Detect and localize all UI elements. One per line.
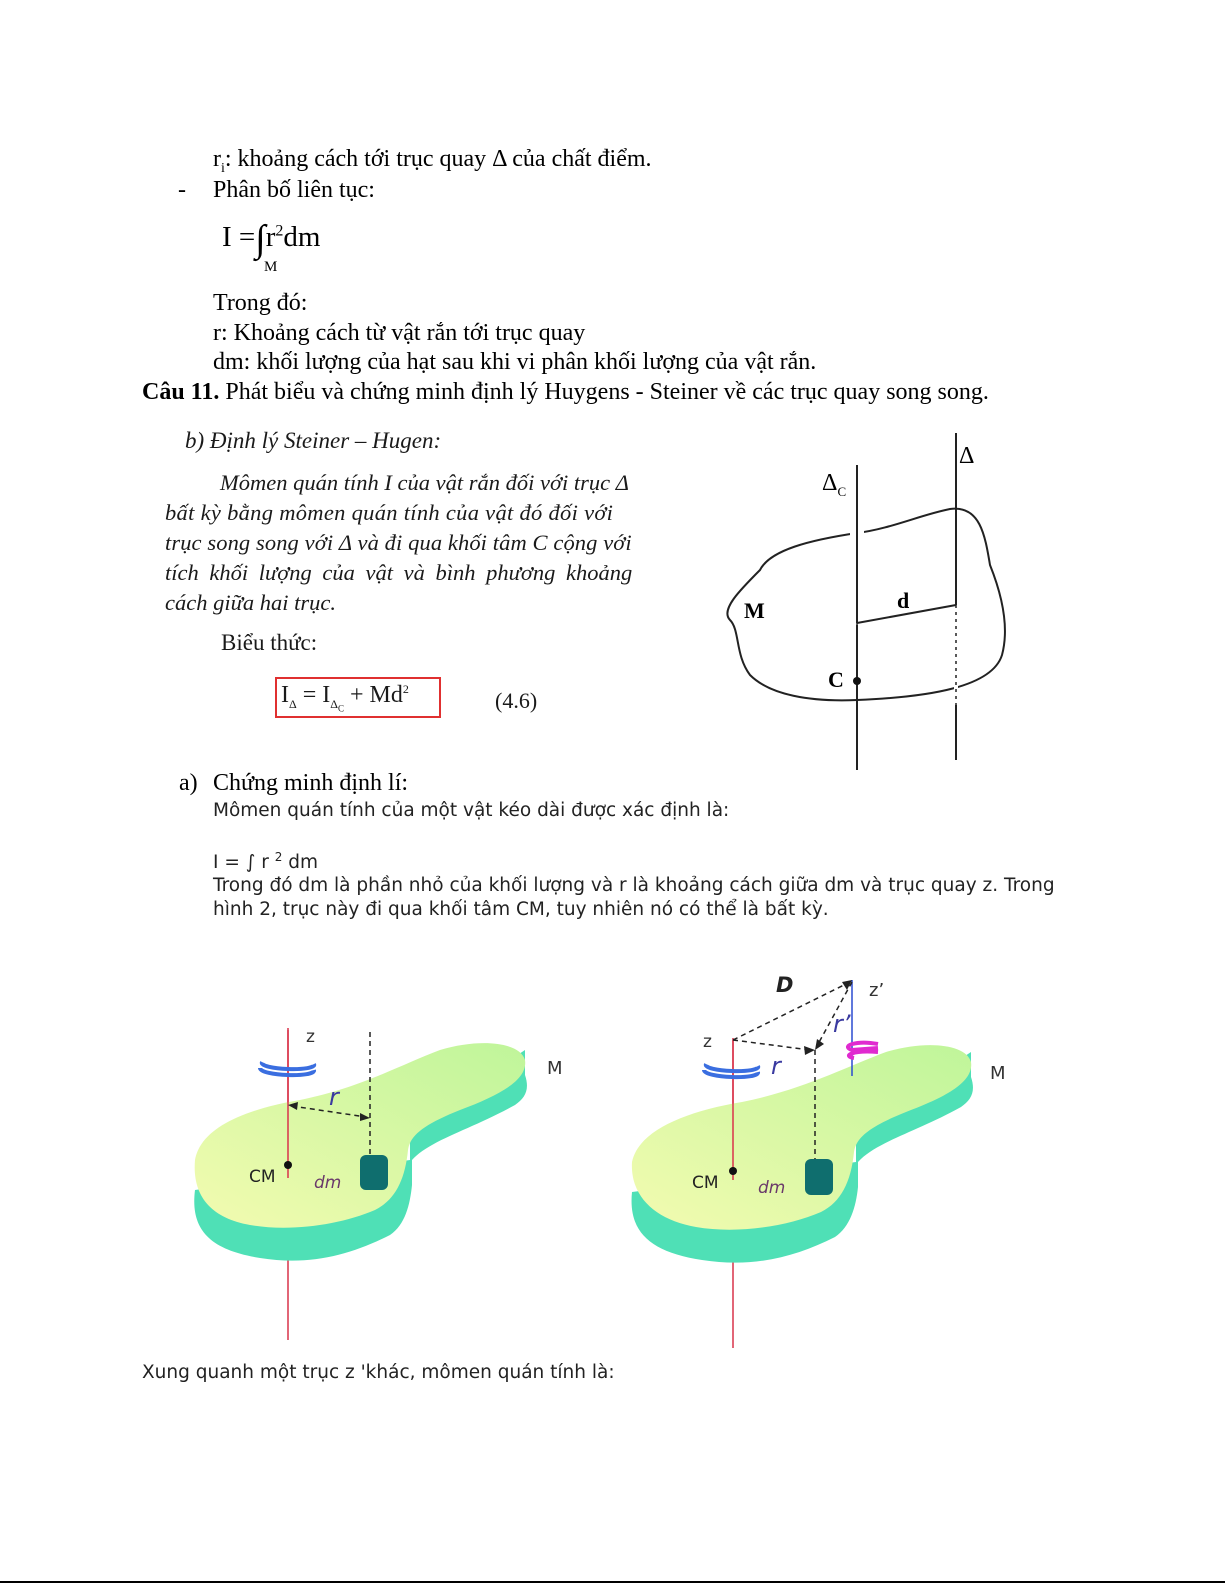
center-of-mass-point bbox=[853, 677, 861, 685]
left-dm-label: dm bbox=[314, 1173, 342, 1193]
proof-title: Chứng minh định lí: bbox=[213, 770, 409, 796]
continuous-formula bbox=[222, 212, 321, 260]
question-label: Câu 11. bbox=[142, 379, 220, 405]
formula-c-subsub: C bbox=[337, 703, 344, 714]
formula-eq: = I bbox=[302, 682, 331, 708]
question-11 bbox=[142, 379, 989, 406]
formula-I: I bbox=[281, 682, 289, 708]
proof-formula-suffix: dm bbox=[282, 852, 319, 874]
formula-exponent: 2 bbox=[275, 222, 284, 240]
formula-dm: dm bbox=[283, 221, 321, 253]
integral-lower-limit: M bbox=[264, 259, 278, 275]
center-c-label: C bbox=[828, 667, 844, 692]
right-D-label: D bbox=[776, 973, 794, 997]
right-r-label: r bbox=[771, 1052, 781, 1080]
formula-r: r bbox=[265, 221, 276, 253]
delta-c-subscript: C bbox=[837, 483, 847, 499]
theorem-line: Mômen quán tính I của vật rắn đối với trục Δ bbox=[220, 470, 629, 495]
ri-subscript: i bbox=[221, 160, 225, 176]
proof-line-3: hình 2, trục này đi qua khối tâm CM, tuy nhiên nó có thể là bất kỳ. bbox=[213, 899, 829, 920]
right-m-label: M bbox=[990, 1063, 1006, 1084]
delta-label: Δ bbox=[959, 443, 975, 469]
theorem-statement bbox=[165, 470, 690, 620]
theorem-line: trục song song với Δ và đi qua khối tâm C cộng với bbox=[165, 530, 632, 555]
right-z-label: z bbox=[703, 1032, 712, 1052]
proof-formula-exponent: 2 bbox=[274, 850, 283, 864]
continuous-distribution-label: Phân bố liên tục: bbox=[213, 177, 375, 203]
proof-item-label: a) bbox=[179, 770, 198, 796]
r-definition: r: Khoảng cách từ vật rắn tới trục quay bbox=[213, 320, 586, 346]
proof-line-2: Trong đó dm là phần nhỏ của khối lượng và r là khoảng cách giữa dm và trục quay z. Trong bbox=[213, 875, 1055, 896]
r-vector bbox=[733, 1040, 810, 1050]
delta-c-symbol: Δ bbox=[822, 470, 838, 496]
body-top bbox=[195, 1043, 526, 1228]
theorem-line: bất kỳ bằng mômen quán tính của vật đó đối với bbox=[165, 500, 614, 525]
ri-text: : khoảng cách tới trục quay Δ của chất điểm. bbox=[224, 146, 652, 172]
formula-delta-sub: Δ bbox=[289, 696, 297, 711]
proof-line-1: Mômen quán tính của một vật kéo dài được xác định là: bbox=[213, 800, 730, 821]
theorem-line: tích khối lượng của vật và bình phương khoảng bbox=[165, 560, 633, 585]
right-r-prime-label: r’ bbox=[833, 1010, 851, 1038]
mass-m-label: M bbox=[744, 598, 765, 623]
steiner-formula bbox=[281, 682, 409, 713]
dm-definition: dm: khối lượng của hạt sau khi vi phân khối lượng của vật rắn. bbox=[213, 349, 817, 375]
theorem-line: cách giữa hai trục. bbox=[165, 590, 336, 615]
left-z-label: z bbox=[306, 1027, 315, 1047]
right-dm-label: dm bbox=[758, 1178, 786, 1198]
body-outline bbox=[727, 509, 1005, 701]
ri-definition bbox=[213, 146, 652, 177]
formula-plus-md: + Md bbox=[349, 682, 403, 708]
expression-label: Biểu thức: bbox=[221, 630, 318, 655]
ri-symbol: r bbox=[213, 146, 221, 172]
left-m-label: M bbox=[547, 1058, 563, 1079]
figure-left bbox=[180, 1020, 580, 1350]
left-r-label: r bbox=[329, 1083, 339, 1111]
integral-sign: ∫ bbox=[255, 218, 266, 260]
page-bottom-rule bbox=[0, 1581, 1225, 1583]
proof-formula-prefix: I = ∫ r bbox=[213, 852, 275, 874]
delta-c-label bbox=[822, 470, 846, 500]
rotation-arrow-icon bbox=[706, 1064, 758, 1071]
distance-d-label: d bbox=[897, 588, 910, 613]
proof-formula bbox=[213, 850, 318, 873]
equation-number: (4.6) bbox=[495, 688, 538, 713]
right-cm-label: CM bbox=[692, 1173, 719, 1193]
body-top bbox=[632, 1045, 971, 1230]
figure-right bbox=[620, 960, 1020, 1350]
theorem-heading: b) Định lý Steiner – Hugen: bbox=[185, 428, 442, 453]
formula-square: 2 bbox=[402, 682, 409, 696]
cm-point bbox=[284, 1161, 292, 1169]
left-cm-label: CM bbox=[249, 1167, 276, 1187]
r-arrow-head bbox=[804, 1046, 815, 1055]
dm-element bbox=[805, 1159, 833, 1195]
dm-element bbox=[360, 1155, 388, 1190]
formula-lhs: I = bbox=[222, 221, 256, 253]
where-label: Trong đó: bbox=[213, 290, 308, 316]
right-z-prime-label: z’ bbox=[869, 980, 885, 1001]
cm-point bbox=[729, 1167, 737, 1175]
formula-delta-c-sub: Δ bbox=[330, 696, 338, 711]
closing-line: Xung quanh một trục z 'khác, mômen quán tính là: bbox=[142, 1362, 615, 1383]
bullet-dash: - bbox=[178, 177, 186, 203]
question-text: Phát biểu và chứng minh định lý Huygens - Steiner về các trục quay song song. bbox=[225, 379, 989, 405]
